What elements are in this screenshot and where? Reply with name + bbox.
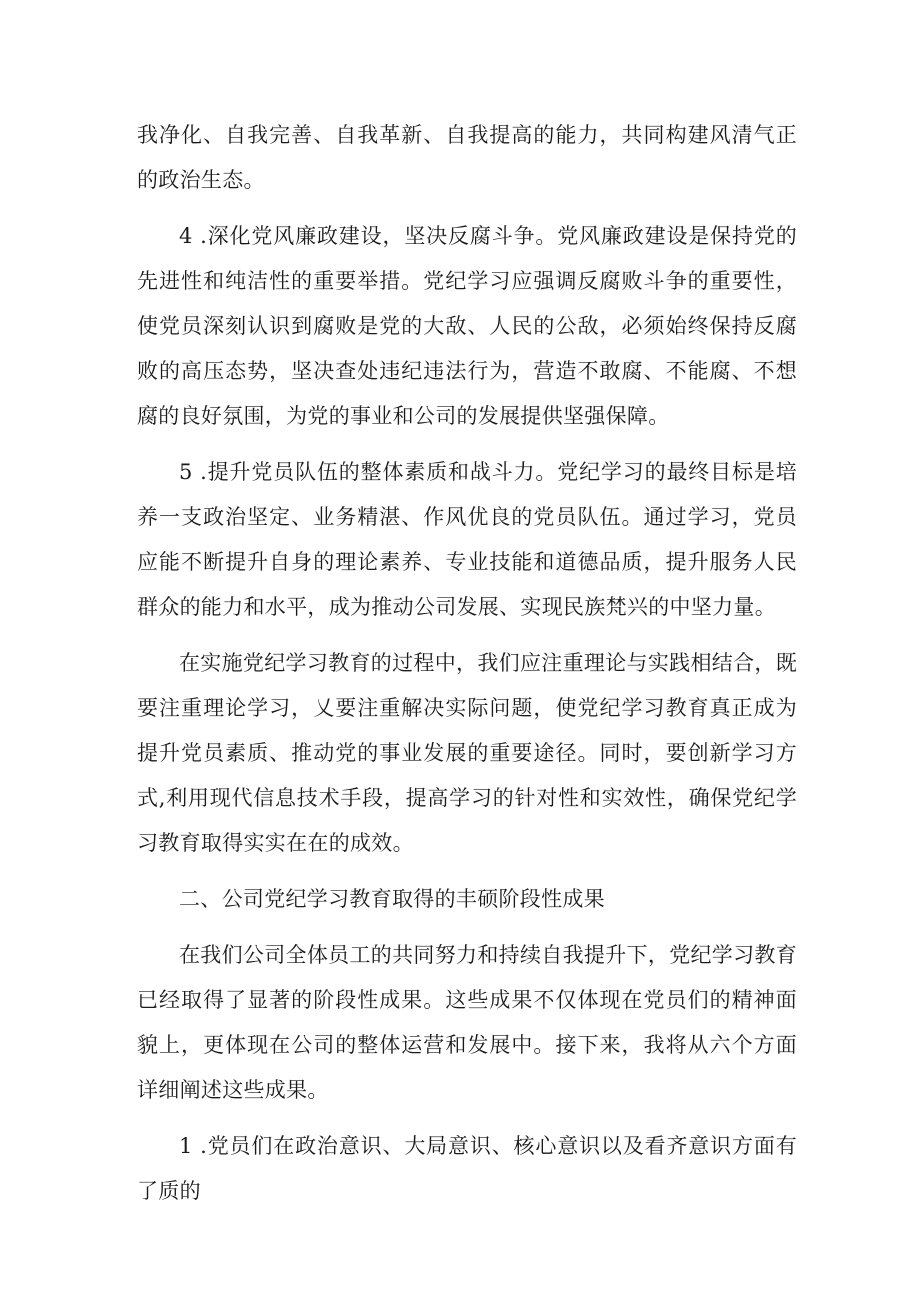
paragraph-achievement-1: 1 .党员们在政治意识、大局意识、核心意识以及看齐意识方面有了质的	[137, 1134, 797, 1203]
paragraph-item-5: 5 .提升党员队伍的整体素质和战斗力。党纪学习的最终目标是培养一支政治坚定、业务精湛、作风优良的党员队伍。通过学习，党员应能不断提升自身的理论素养、专业技能和道德品质，提升服务人民群众的能力和水平，成为推动公司发展、实现民族梵兴的中坚力量。	[137, 460, 797, 619]
paragraph-achievements-intro: 在我们公司全体员工的共同努力和持续自我提升下，党纪学习教育已经取得了显著的阶段性成果。这些成果不仅体现在党员们的精神面貌上，更体现在公司的整体运营和发展中。接下来，我将从六个方面详细阐述这些成果。	[137, 943, 797, 1102]
document-body	[137, 113, 797, 1225]
section-heading-2: 二、公司党纪学习教育取得的丰硕阶段性成果	[179, 887, 605, 911]
paragraph-item-4: 4 .深化党风廉政建设，坚决反腐斗争。党风廉政建设是保持党的先进性和纯洁性的重要举措。党纪学习应强调反腐败斗争的重要性，使党员深刻认识到腐败是党的大敌、人民的公敌，必须始终保持反腐败的高压态势，坚决查处违纪违法行为，营造不敢腐、不能腐、不想腐的良好氛围，为党的事业和公司的发展提供坚强保障。	[137, 224, 797, 428]
paragraph-implementation: 在实施党纪学习教育的过程中，我们应注重理论与实践相结合，既要注重理论学习，乂要注重解决实际问题，使党纪学习教育真正成为提升党员素质、推动党的事业发展的重要途径。同时，要创新学习方式,利用现代信息技术手段，提高学习的针对性和实效性，确保党纪学习教育取得实实在在的成效。	[137, 651, 797, 855]
paragraph-continuation: 我净化、自我完善、自我革新、自我提高的能力，共同构建风清气正的政治生态。	[137, 123, 797, 192]
